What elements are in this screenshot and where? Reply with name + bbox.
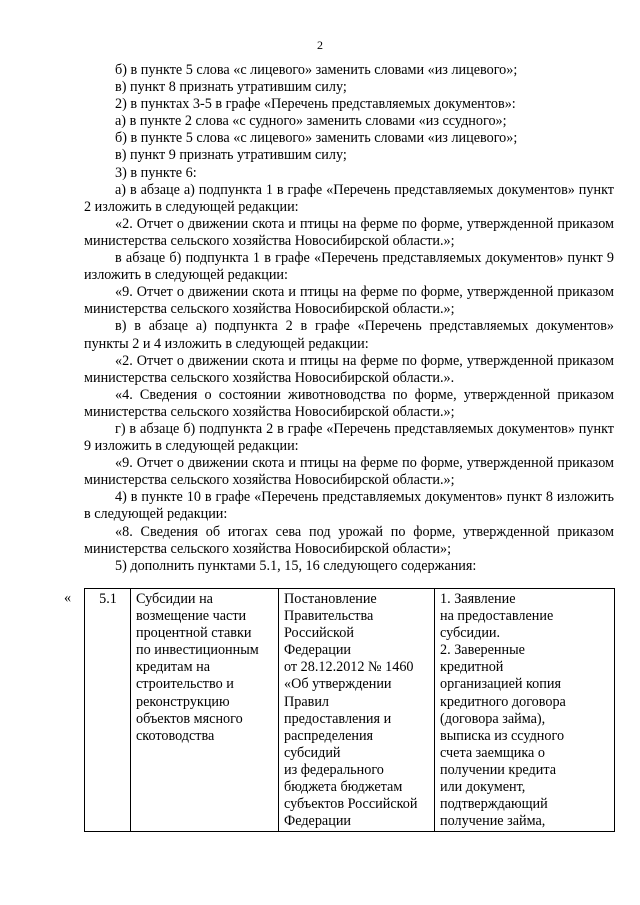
cell-line: реконструкцию — [136, 693, 230, 710]
paragraph: «9. Отчет о движении скота и птицы на ферме по форме, утвержденной приказом министерства сельского хозяйства Новосибирской области.»; — [84, 284, 614, 318]
paragraph: «9. Отчет о движении скота и птицы на ферме по форме, утвержденной приказом министерства сельского хозяйства Новосибирской области.»; — [84, 455, 614, 489]
cell-line: Федерации — [284, 813, 352, 830]
cell-line: строительство и — [136, 676, 234, 693]
cell-line: получении кредита — [440, 761, 557, 778]
legal-act-cell — [279, 589, 435, 832]
cell-line: субсидий — [284, 744, 341, 761]
paragraph: в абзаце б) подпункта 1 в графе «Перечень представляемых документов» пункт 9 изложить в следующей редакции: — [84, 250, 614, 284]
cell-line: 1. Заявление — [440, 591, 516, 607]
cell-line: объектов мясного — [136, 710, 243, 727]
page-number: 2 — [317, 38, 323, 52]
cell-line: Российской — [284, 625, 354, 642]
cell-line: выписка из ссудного — [440, 727, 565, 744]
paragraph: «4. Сведения о состоянии животноводства по форме, утвержденной приказом министерства сельского хозяйства Новосибирской области.»; — [84, 386, 614, 420]
cell-line: предоставления и — [284, 710, 392, 727]
cell-line: кредитам на — [136, 659, 210, 676]
cell-line: Федерации — [284, 642, 352, 659]
table-open-quote: « — [64, 590, 72, 606]
cell-line: скотоводства — [136, 727, 215, 744]
cell-line: возмещение части — [136, 608, 247, 625]
document-body — [84, 62, 614, 575]
cell-line: субсидии. — [440, 625, 501, 642]
cell-line: из федерального — [284, 761, 384, 778]
cell-line: подтверждающий — [440, 796, 548, 813]
cell-line: Субсидии на — [136, 591, 213, 607]
paragraph: 4) в пункте 10 в графе «Перечень представляемых документов» пункт 8 изложить в следующей редакции: — [84, 489, 614, 523]
paragraph: в) пункт 9 признать утратившим силу; — [115, 147, 347, 164]
cell-line: кредитного договора — [440, 693, 566, 710]
cell-line: 2. Заверенные — [440, 642, 525, 659]
cell-line: Постановление — [284, 591, 377, 607]
cell-line: распределения — [284, 727, 374, 744]
cell-line: субъектов Российской — [284, 796, 418, 813]
documents-list-cell — [435, 589, 615, 832]
paragraph: в) пункт 8 признать утратившим силу; — [115, 79, 347, 96]
cell-line: от 28.12.2012 № 1460 — [284, 659, 414, 676]
cell-line: организацией копия — [440, 676, 561, 693]
cell-line: процентной ставки — [136, 625, 252, 642]
subsidy-name-cell — [131, 589, 279, 832]
cell-line: счета заемщика о — [440, 744, 545, 761]
paragraph: б) в пункте 5 слова «с лицевого» заменить словами «из лицевого»; — [115, 130, 518, 147]
paragraph: «2. Отчет о движении скота и птицы на ферме по форме, утвержденной приказом министерства сельского хозяйства Новосибирской области.»; — [84, 215, 614, 249]
cell-line: по инвестиционным — [136, 642, 259, 659]
table-row — [85, 589, 615, 832]
cell-line: бюджета бюджетам — [284, 779, 403, 796]
cell-line: Правил — [284, 693, 330, 710]
paragraph: б) в пункте 5 слова «с лицевого» заменить словами «из лицевого»; — [115, 62, 518, 78]
cell-line: кредитной — [440, 659, 504, 676]
paragraph: а) в абзаце а) подпункта 1 в графе «Перечень представляемых документов» пункт 2 изложить в следующей редакции: — [84, 181, 614, 215]
subsidy-table — [84, 588, 615, 832]
cell-line: получение займа, — [440, 813, 546, 830]
paragraph: «8. Сведения об итогах сева под урожай по форме, утвержденной приказом министерства сельского хозяйства Новосибирской области»; — [84, 523, 614, 557]
paragraph: «2. Отчет о движении скота и птицы на ферме по форме, утвержденной приказом министерства сельского хозяйства Новосибирской области.». — [84, 352, 614, 386]
cell-line: или документ, — [440, 779, 526, 796]
cell-line: (договора займа), — [440, 710, 546, 727]
cell-line: «Об утверждении — [284, 676, 392, 693]
paragraph: 3) в пункте 6: — [115, 164, 197, 181]
cell-line: Правительства — [284, 608, 374, 625]
paragraph: а) в пункте 2 слова «с судного» заменить словами «из ссудного»; — [115, 113, 507, 130]
paragraph: г) в абзаце б) подпункта 2 в графе «Перечень представляемых документов» пункт 9 изложить в следующей редакции: — [84, 420, 614, 455]
paragraph: 2) в пунктах 3-5 в графе «Перечень представляемых документов»: — [115, 96, 516, 113]
paragraph: в) в абзаце а) подпункта 2 в графе «Перечень представляемых документов» пункты 2 и 4 изложить в следующей редакции: — [84, 318, 614, 352]
cell-line: на предоставление — [440, 608, 554, 625]
row-number-cell: 5.1 — [85, 589, 131, 832]
paragraph: 5) дополнить пунктами 5.1, 15, 16 следующего содержания: — [115, 557, 477, 574]
